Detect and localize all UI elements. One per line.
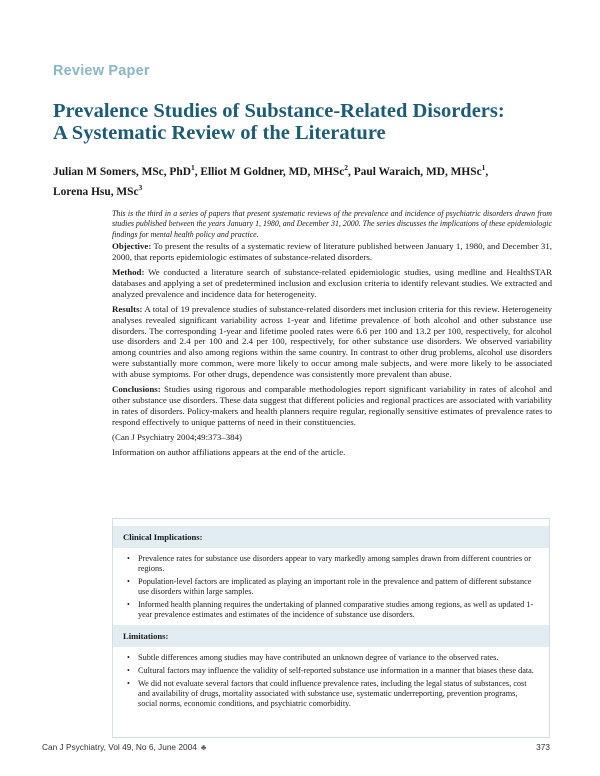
- results-text: A total of 19 prevalence studies of substance-related disorders met inclusion criteria for this review. Heterogeneity analyses revealed significant variability across 1-year and lifetime prevalence of both alcohol and other substance use disorders. The corresponding 1-year and lifetime pooled rates were 6.6 per 100 and 13.2 per 100, respectively, for alcohol use disorders and 2.4 per 100 and 2.4 per 100, respectively, for other substance use disorders. We observed variability among countries and also among regions within the same country. In contrast to other drug problems, alcohol use disorders were substantially more common, were more likely to occur among male subjects, and were more likely to be associated with abuse symptoms. For other drugs, dependence was consistently more prevalent than abuse.: [112, 303, 552, 380]
- bullet-icon: •: [127, 577, 130, 586]
- author-affiliation-mark: 3: [138, 182, 143, 192]
- list-item-text: Informed health planning requires the undertaking of planned comparative studies among regions, as well as updated 1-year prevalence estimates and estimates of the incidence of substance use disorders.: [138, 600, 534, 619]
- author-affiliation-mark: 1: [481, 163, 486, 172]
- author-separator: ,: [194, 165, 201, 178]
- bullet-icon: •: [127, 679, 130, 688]
- bullet-icon: •: [127, 600, 130, 609]
- clinical-implications-list: [113, 554, 549, 620]
- author-list: [53, 160, 583, 200]
- author-separator: ,: [348, 165, 354, 178]
- method-label: Method:: [112, 267, 145, 278]
- limitations-list: [113, 653, 549, 709]
- objective-text: To present the results of a systematic review of literature published between January 1, 1980, and December 31, 2000, that reports epidemiologic estimates of substance-related disorders.: [112, 241, 552, 263]
- bullet-icon: •: [127, 653, 130, 662]
- list-item: [127, 600, 537, 620]
- limitations-heading: Limitations:: [113, 625, 549, 647]
- list-item: [127, 577, 537, 597]
- author-affiliation-mark: 2: [344, 163, 349, 172]
- section-label: Review Paper: [53, 63, 150, 79]
- maple-leaf-icon: ♣: [200, 742, 207, 752]
- abstract-method: [112, 267, 552, 300]
- journal-citation: Can J Psychiatry, Vol 49, No 6, June 2004: [42, 742, 197, 752]
- affiliation-note: Information on author affiliations appears at the end of the article.: [112, 446, 346, 457]
- title-line-2: A Systematic Review of the Literature: [53, 122, 386, 144]
- title-line-1: Prevalence Studies of Substance-Related Disorders:: [53, 100, 505, 122]
- abstract: [112, 209, 552, 462]
- author-name: Lorena Hsu, MSc: [53, 185, 139, 198]
- author-separator: ,: [485, 165, 489, 178]
- author-name: Paul Waraich, MD, MHSc: [353, 165, 482, 178]
- list-item-text: We did not evaluate several factors that could influence prevalence rates, including the legal status of substances, cost and availability of drugs, mortality associated with substance use, systematic underreporting, prevention programs, social norms, economic conditions, and psychiatric comorbidity.: [138, 679, 527, 708]
- conclusions-label: Conclusions:: [112, 384, 161, 395]
- bullet-icon: •: [127, 666, 130, 675]
- results-label: Results:: [112, 303, 143, 314]
- list-item-text: Prevalence rates for substance use disorders appear to vary markedly among samples drawn from different countries or regions.: [138, 554, 531, 573]
- list-item-text: Cultural factors may influence the validity of self-reported substance use information in a manner that biases these data.: [138, 666, 534, 675]
- abstract-conclusions: [112, 384, 552, 428]
- abstract-results: [112, 304, 552, 380]
- list-item: [127, 666, 537, 676]
- list-item-text: Population-level factors are implicated as playing an important role in the prevalence and pattern of different substance use disorders within large samples.: [138, 577, 532, 596]
- citation: (Can J Psychiatry 2004;49:373–384): [112, 431, 242, 442]
- bullet-icon: •: [127, 554, 130, 563]
- series-intro: This is the third in a series of papers that present systematic reviews of the prevalence and incidence of psychiatric disorders drawn from studies published between the years January 1, 1980, and December 31, 2000. The series discusses the implications of these epidemiologic findings for mental health policy and practice.: [112, 209, 552, 239]
- page-number: 373: [536, 742, 550, 752]
- clinical-implications-heading: Clinical Implications:: [113, 526, 549, 548]
- list-item-text: Subtle differences among studies may have contributed an unknown degree of variance to the observed rates.: [138, 653, 499, 662]
- method-text: We conducted a literature search of substance-related epidemiologic studies, using medline and HealthSTAR databases and applying a set of predetermined inclusion and exclusion criteria to identify relevant studies. We extracted and analyzed prevalence and incidence data for heterogeneity.: [112, 267, 552, 299]
- author-name: Julian M Somers, MSc, PhD: [53, 165, 191, 178]
- author-name: Elliot M Goldner, MD, MHSc: [200, 165, 345, 178]
- objective-label: Objective:: [112, 241, 152, 252]
- list-item: [127, 554, 537, 574]
- journal-footer: [42, 742, 206, 752]
- abstract-objective: [112, 241, 552, 263]
- article-title: [53, 100, 573, 144]
- implications-box: [112, 518, 550, 738]
- conclusions-text: Studies using rigorous and comparable methodologies report significant variability in rates of alcohol and other substance use disorders. These data suggest that different policies and regional practices are associated with variability in rates of disorders. Policy-makers and health planners require regular, regionally sensitive estimates of prevalence rates to respond effectively to unique patterns of need in their constituencies.: [112, 384, 552, 427]
- author-affiliation-mark: 1: [190, 163, 195, 172]
- list-item: [127, 653, 537, 663]
- list-item: [127, 679, 537, 709]
